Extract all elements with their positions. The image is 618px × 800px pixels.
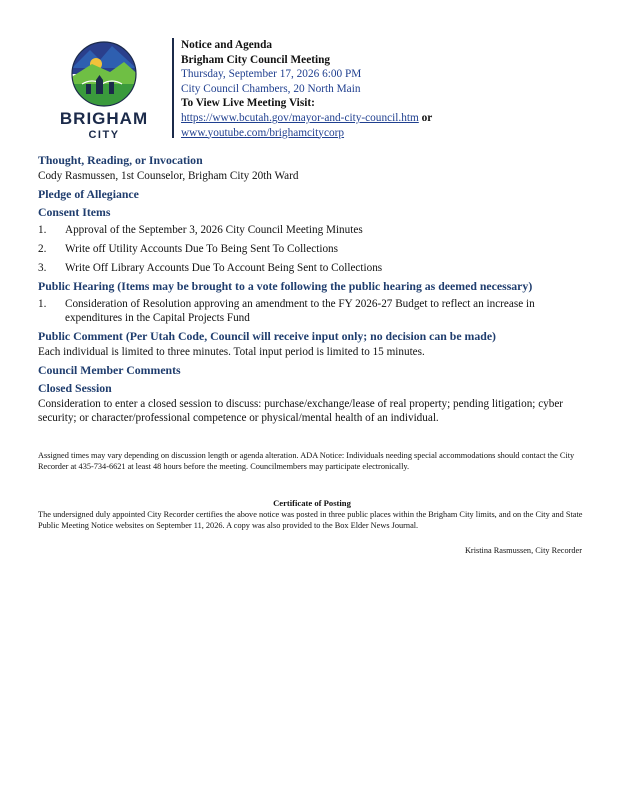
item-number: 3. [38, 262, 47, 274]
header-meeting-name: Brigham City Council Meeting [181, 53, 331, 66]
header-location: City Council Chambers, 20 North Main [181, 82, 361, 95]
meeting-header [181, 38, 432, 140]
consent-item [38, 242, 586, 256]
youtube-link[interactable]: www.youtube.com/brighamcitycorp [181, 126, 345, 139]
invocation-heading: Thought, Reading, or Invocation [38, 153, 203, 167]
certificate-body: The undersigned duly appointed City Recorder certifies the above notice was posted in three public places within the Brigham City limits, and on the City and State Public Meeting Notice websites on September 11, 2026. A copy was also provided to the Box Elder News Journal. [38, 510, 583, 530]
certificate-title: Certificate of Posting [273, 498, 351, 508]
closed-session-heading: Closed Session [38, 381, 112, 395]
closed-session-text: Consideration to enter a closed session to discuss: purchase/exchange/lease of real property; pending litigation; cyber security; or character/professional competence or physical/mental health of an individual. [38, 398, 564, 424]
header-title: Notice and Agenda [181, 39, 273, 51]
item-number: 1. [38, 298, 47, 310]
council-website-link[interactable]: https://www.bcutah.gov/mayor-and-city-council.htm [181, 111, 419, 124]
item-text: Write off Utility Accounts Due To Being Sent To Collections [65, 243, 338, 255]
consent-heading: Consent Items [38, 205, 111, 219]
header-datetime: Thursday, September 17, 2026 6:00 PM [181, 68, 362, 81]
agenda-body [38, 153, 586, 425]
logo-text-city: CITY [88, 129, 120, 141]
public-hearing-heading: Public Hearing (Items may be brought to a vote following the public hearing as deemed necessary) [38, 279, 533, 293]
item-text: Consideration of Resolution approving an amendment to the FY 2026-27 Budget to reflect an increase in expenditures in the Capital Projects Fund [65, 298, 535, 324]
header-divider [172, 38, 174, 138]
header-live-label: To View Live Meeting Visit: [181, 97, 315, 110]
council-comments-heading: Council Member Comments [38, 363, 181, 377]
item-text: Write Off Library Accounts Due To Account Being Sent to Collections [65, 262, 383, 274]
logo-text-brigham: BRIGHAM [59, 109, 149, 128]
consent-item [38, 223, 586, 237]
public-comment-heading: Public Comment (Per Utah Code, Council will receive input only; no decision can be made) [38, 329, 496, 343]
ada-notice: Assigned times may vary depending on discussion length or agenda alteration. ADA Notice: Individuals needing special accommodations should contact the City Recorder at 435-734-6621 at least 48 hours before the meeting. Councilmembers may participate electronically. [38, 451, 575, 471]
brigham-city-logo [52, 38, 156, 142]
pledge-heading: Pledge of Allegiance [38, 187, 139, 201]
or-text: or [421, 111, 433, 124]
item-number: 1. [38, 224, 47, 236]
header-link-row [181, 111, 432, 126]
recorder-signature: Kristina Rasmussen, City Recorder [464, 546, 582, 555]
invocation-text: Cody Rasmussen, 1st Counselor, Brigham City 20th Ward [38, 170, 299, 182]
hearing-item [38, 297, 586, 325]
item-text: Approval of the September 3, 2026 City Council Meeting Minutes [65, 224, 363, 236]
item-number: 2. [38, 243, 47, 255]
public-comment-text: Each individual is limited to three minutes. Total input period is limited to 15 minutes. [38, 346, 425, 358]
consent-item [38, 261, 586, 275]
